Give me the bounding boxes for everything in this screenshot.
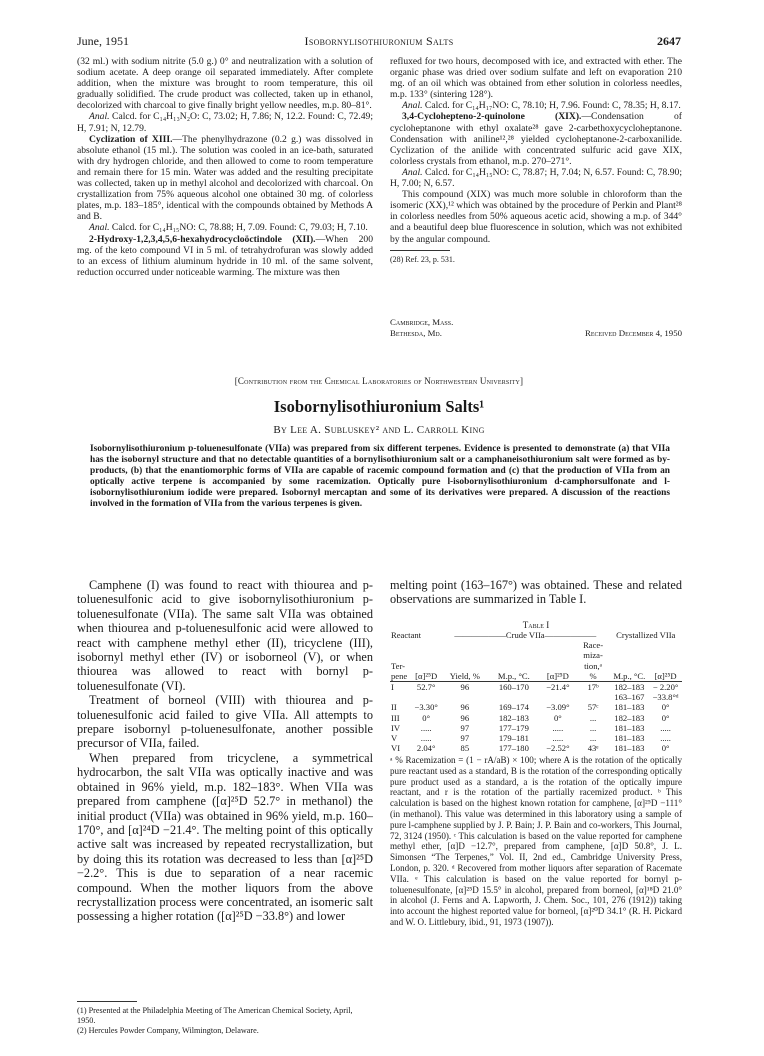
table-cell: 96	[460, 702, 470, 713]
table-cell: ...	[589, 733, 597, 744]
table-cell: IV	[391, 722, 401, 733]
table-cell: III	[391, 712, 400, 723]
city-cambridge: Cambridge, Mass.	[390, 317, 454, 327]
table-cell: 96	[460, 682, 470, 693]
table-notes: ᵃ % Racemization = (1 − rA/aB) × 100; where A is the rotation of the optically pure reactant used as a standard, B is the rotation of the corresponding optically pure product used as a standard, a is the rotation of the optically impure reactant, and r is the rotation of the partially racemized product. ᵇ This calculation is based on the highest known rotation for camphene, [α]²⁵D −111° (in methanol). This value was determined in this laboratory using a sample of pure l-camphene supplied by J. P. Bain; J. P. Bain and co-workers, This Journal, 72, 3124 (1950). ᶜ This calculation is based on the value reported for camphene methyl ether, [α]D −12.7°, prepared from camphene, [α]D 50.8°, J. L. Simonsen “The Terpenes,” Vol. II, 2nd ed., Cambridge University Press, London, p. 320. ᵈ Recovered from mother liquors after separation of Racemate VIIa. ᵉ This calculation is based on the value reported for bornyl p-toluenesulfonate, [α]²⁵D 15.5° in alcohol, prepared from borneol, [α]¹⁸D 21.0° in alcohol (J. Ferns and A. Lapworth, J. Chem. Soc., 101, 276 (1912)) taking into account the highest reported value for borneol, [α]²⁰D 34.1° (R. H. Pickard and W. O. Littlebury, ibid., 91, 1973 (1907)).	[390, 755, 682, 927]
header-date: June, 1951	[77, 34, 129, 48]
table-cell: 169–174	[498, 702, 529, 713]
header-title: Isobornylisothiuronium Salts	[304, 34, 454, 48]
analysis-paragraph	[390, 167, 682, 189]
footnote: (28) Ref. 23, p. 531.	[390, 254, 455, 264]
footnote-1: (1) Presented at the Philadelphia Meeting of The American Chemical Society, April, 1950.	[77, 1006, 353, 1026]
abstract: Isobornylisothiuronium p-toluenesulfonate (VIIa) was prepared from six different terpenes. Evidence is presented to demonstrate (a) that VIIa has the isobornyl structure and that no detectable quantities of a bornylisothiuronium salt or a camphaneisothiuronium salt were formed as by-products, (b) that the enantiomorphic forms of VIIa are capable of racemic compound formation and (c) that the production of VIIa from an optically active terpene is accompanied by some racemization. Optically pure l-isobornylisothiuronium d-camphorsulfonate and l-isobornylisothiuronium iodide were prepared. Isobornyl mercaptan and some of its derivatives were prepared. A discussion of the reactions involved in the formation of VIIa from the various terpenes is given.	[90, 444, 670, 509]
table-cell: 17ᵇ	[587, 682, 599, 693]
table-cell: − 2.20°	[652, 682, 679, 693]
table-cell: −3.09°	[546, 702, 570, 713]
table-cell	[489, 692, 539, 702]
anal-text: Calcd. for C₁₄H₁₇NO: C, 78.10; H, 7.96. Found: C, 78.35; H, 8.17.	[422, 100, 681, 112]
table-cell: −33.8°ᵈ	[652, 692, 679, 703]
table-cell: .....	[420, 733, 432, 744]
table-caption: Table I	[522, 620, 550, 630]
table-cell: V	[391, 733, 398, 744]
table-row	[390, 713, 682, 723]
footnote-rule	[390, 250, 450, 251]
table-row	[390, 733, 682, 743]
top-right-column	[390, 56, 682, 346]
analysis-paragraph	[390, 100, 682, 111]
table-cell: 96	[460, 712, 470, 723]
article-title: Isobornylisothiuronium Salts¹	[273, 397, 485, 416]
table-cell: 0°	[661, 743, 670, 754]
anal-text: Calcd. for C₁₄H₁₃N₂O: C, 73.02; H, 7.86; N, 12.2. Found: C, 72.49; H, 7.91; N, 12.79.	[77, 111, 373, 134]
header-mp-crystallized: M.p., °C.	[613, 670, 646, 681]
table-cell: −3.30°	[414, 702, 438, 713]
table-cell: −2.52°	[546, 743, 570, 754]
table-cell: −21.4°	[546, 682, 570, 693]
table-row	[390, 702, 682, 712]
paragraph: Treatment of borneol (VIII) with thiourea and p-toluenesulfonic acid failed to give VIIa. All attempts to prepare isobornyl p-toluenesulfonate, another possible precursor of VIIa, failed.	[77, 693, 373, 751]
table-cell	[390, 692, 411, 702]
procedure-heading: 2-Hydroxy-1,2,3,4,5,6-hexahydrocycloöctindole (XII).	[89, 233, 316, 245]
header-mp-crude: M.p., °C.	[497, 670, 530, 681]
header-alpha-crude: [α]²⁵D	[546, 670, 569, 681]
top-left-column	[77, 56, 373, 346]
anal-label: Anal.	[89, 222, 110, 234]
page-number: 2647	[657, 34, 681, 48]
paragraph: (32 ml.) with sodium nitrite (5.0 g.) 0° and neutralization with a solution of sodium acetate. A deep orange oil separated immediately. After complete addition, when the mixture was brought to room temperature, this oil gradually solidified. The crude product was collected, taken up in ethanol, decolorized with charcoal to give finally bright yellow needles, m.p. 80–81°.	[77, 56, 373, 112]
table-cell	[441, 692, 489, 702]
table-row	[390, 743, 682, 753]
table-cell: 0°	[422, 712, 431, 723]
table-cell: ...	[589, 712, 597, 723]
table-cell: 97	[460, 733, 470, 744]
table-body	[390, 682, 682, 754]
table-cell	[539, 692, 577, 702]
header-racemization: Race- miza- tion,ᵃ %	[583, 640, 604, 681]
paragraph: refluxed for two hours, decomposed with ice, and extracted with ether. The organic phase was dried over sodium sulfate and left on evaporation 210 mg. of an oil which was obtained from ether solution in colorless needles, m.p. 133° (sintering 128°).	[390, 56, 682, 101]
table-cell: II	[391, 702, 397, 713]
table-cell: ...	[589, 722, 597, 733]
table-cell: 163–167	[614, 692, 645, 703]
analysis-paragraph	[77, 111, 373, 133]
body-left-column	[77, 578, 373, 998]
procedure-text: —When 200 mg. of the keto compound VI in 5 ml. of tetrahydrofuran was slowly added to an excess of lithium aluminum hydride in 10 ml. of the same solvent, reduction occurred under noticeable warming. The mixture was then	[77, 233, 373, 278]
table-cell: .....	[660, 722, 671, 733]
paragraph: This compound (XIX) was much more soluble in chloroform than the isomeric (XX),¹² which was obtained by the procedure of Perkin and Plant²⁸ in colorless needles from 50% aqueous acetic acid, showing a m.p. of 344° and a beautiful deep blue fluorescence in solution, which was not exhibited by the angular compound.	[390, 189, 682, 245]
table-cell: .....	[420, 722, 432, 733]
table-cell: 160–170	[498, 682, 529, 693]
table-cell: VI	[391, 743, 401, 754]
anal-label: Anal.	[89, 111, 110, 123]
footnote-rule	[77, 1001, 137, 1002]
table-cell: 181–183	[614, 722, 645, 733]
table-row	[390, 692, 682, 702]
procedure-paragraph	[390, 111, 682, 166]
table-cell: 85	[460, 743, 470, 754]
header-yield: Yield, %	[449, 670, 480, 681]
table-row	[390, 682, 682, 693]
table-cell: 0°	[661, 712, 670, 723]
procedure-text: —Condensation of cycloheptanone with ethyl oxalate²⁸ gave 2-carbethoxycycloheptanone. Condensation with aniline¹²,²⁸ yielded cycloheptanone-2-carboxanilide. Cyclization of the anilide with concentrated sulfuric acid gave XIX, colorless crystals from ethanol, m.p. 270–271°.	[390, 111, 682, 167]
group-crystallized: Crystallized VIIa	[616, 630, 676, 640]
analysis-paragraph	[77, 222, 373, 233]
header-alpha-crystallized: [α]²⁵D	[654, 670, 677, 681]
table-cell: 182–183	[614, 682, 645, 693]
table-cell: 181–183	[614, 733, 645, 744]
anal-label: Anal.	[402, 166, 423, 178]
anal-label: Anal.	[402, 100, 423, 112]
table-cell: 52.7°	[416, 682, 436, 693]
table-cell: 0°	[553, 712, 562, 723]
header-alpha-reactant: [α]²⁵D	[415, 670, 438, 681]
body-right-intro	[390, 578, 682, 607]
table-cell: 181–183	[614, 702, 645, 713]
table-cell: I	[391, 682, 394, 693]
procedure-heading: 3,4-Cyclohepteno-2-quinolone (XIX).	[402, 111, 582, 123]
procedure-text: —The phenylhydrazone (0.2 g.) was dissolved in absolute ethanol (15 ml.). The solution was cooled in an ice-bath, saturated with dry hydrogen chloride, and then allowed to come to room temperature and remain there for 15 min. Water was added and the resulting precipitate was collected, taken up in methyl alcohol and decolorized with charcoal. On crystallization from 75% aqueous alcohol one obtained 30 mg. of colorless plates, m.p. 183–185°, identical with the compounds obtained by Methods A and B.	[77, 133, 373, 223]
footnotes	[77, 1001, 373, 1037]
table-cell: 179–181	[498, 733, 529, 744]
contribution-line: [Contribution from the Chemical Laboratories of Northwestern University]	[234, 376, 524, 386]
table-cell: .....	[552, 733, 564, 744]
table-1	[390, 630, 682, 753]
procedure-paragraph	[77, 234, 373, 278]
table-cell: 177–179	[498, 722, 529, 733]
group-crude: ——————Crude VIIa——————	[454, 630, 597, 640]
group-reactant: Reactant	[391, 630, 422, 640]
table-cell: 43ᵉ	[587, 743, 599, 754]
table-cell: 181–183	[614, 743, 645, 754]
table-cell: 2.04°	[416, 743, 436, 754]
table-cell	[411, 692, 441, 702]
signature-block	[390, 317, 682, 338]
city-bethesda: Bethesda, Md.	[390, 327, 442, 338]
paragraph: Camphene (I) was found to react with thiourea and p-toluenesulfonic acid to give isobornylisothiuronium p-toluenesulfonate (VIIa). The same salt VIIa was obtained when thiourea and p-toluenesulfonic acid were allowed to react with camphene methyl ether (II), tricyclene (III), isobornyl methyl ether (IV) or isoborneol (V), or when thiourea was allowed to react with bornyl p-toluenesulfonate (VI).	[77, 578, 373, 693]
article-authors: By Lee A. Subluskey² and L. Carroll King	[273, 424, 485, 436]
anal-text: Calcd. for C₁₄H₁₅NO: C, 78.87; H, 7.04; N, 6.57. Found: C, 78.90; H, 7.00; N, 6.57.	[390, 166, 682, 190]
table-cell: 97	[460, 722, 470, 733]
table-cell: 177–180	[498, 743, 529, 754]
table-cell: 182–183	[614, 712, 645, 723]
table-cell: .....	[660, 733, 671, 744]
procedure-paragraph	[77, 134, 373, 223]
table-cell: .....	[552, 722, 564, 733]
header-terpene: Ter- pene	[391, 660, 408, 681]
running-header	[77, 34, 681, 50]
anal-text: Calcd. for C₁₄H₁₅NO: C, 78.88; H, 7.09. Found: C, 79.03; H, 7.10.	[109, 222, 368, 234]
received-date: Received December 4, 1950	[584, 327, 682, 338]
table-cell	[577, 692, 610, 702]
footnote-2: (2) Hercules Powder Company, Wilmington, Delaware.	[77, 1026, 259, 1036]
table-cell: 57ᶜ	[587, 702, 599, 713]
paragraph: When prepared from tricyclene, a symmetrical hydrocarbon, the salt VIIa was optically inactive and was obtained in 96% yield, m.p. 182–183°. When VIIa was prepared from camphene ([α]²⁵D 52.7° in methanol) the initial product (VIIa) was obtained in 96% yield, m.p. 160–170°, and [α]²⁴D −21.4°. The melting point of this optically active salt was increased by repeated recrystallization, but by doing this its rotation was decreased to less than [α]²⁵D −2.2°. This is due to separation of a near racemic compound. When the mother liquors from the above recrystallization process were concentrated, an isomeric salt possessing a higher rotation ([α]²⁵D −33.8°) and lower	[77, 750, 373, 924]
table-cell: 0°	[661, 702, 670, 713]
table-row	[390, 723, 682, 733]
paragraph: melting point (163–167°) was obtained. These and related observations are summarized in Table I.	[390, 578, 682, 607]
table-cell: 182–183	[498, 712, 529, 723]
procedure-heading: Cyclization of XIII.	[89, 133, 173, 145]
